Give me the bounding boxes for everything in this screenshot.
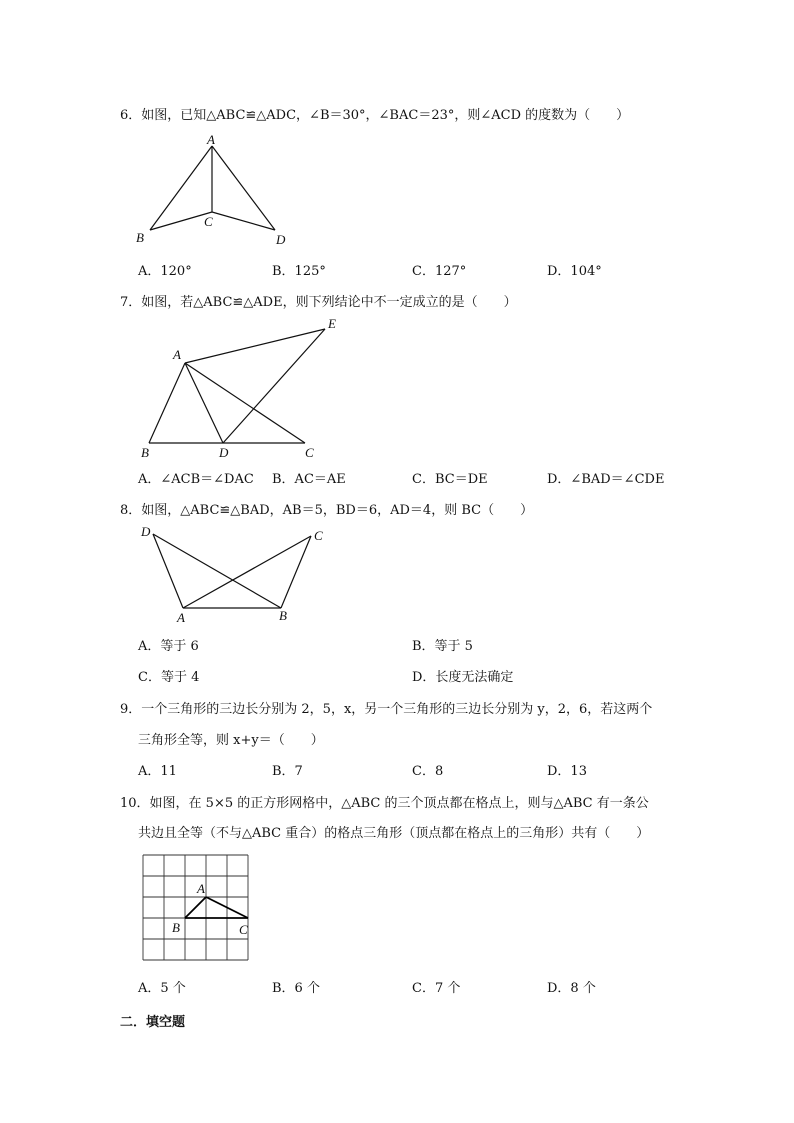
q8-option-c[interactable]: C．等于 4	[138, 670, 200, 685]
q6-segment-bc	[150, 212, 212, 230]
q10-grid-figure	[138, 850, 258, 966]
q8-segment-ac	[183, 536, 311, 608]
q7-option-a[interactable]: A．∠ACB＝∠DAC	[138, 472, 254, 487]
q6-segment-cd	[212, 212, 275, 230]
q8-label-c: C	[314, 528, 323, 543]
q8-segment-bc	[281, 536, 311, 608]
q10-option-b[interactable]: B．6 个	[272, 981, 320, 996]
q8-segment-bd	[153, 534, 281, 608]
q9-option-d[interactable]: D．13	[547, 764, 587, 779]
q8-text: 8．如图，△ABC≌△BAD，AB＝5，BD＝6，AD＝4，则 BC（ ）	[120, 503, 534, 518]
q10-option-d[interactable]: D．8 个	[547, 981, 596, 996]
q6-figure	[130, 132, 300, 250]
q7-label-a: A	[173, 347, 181, 362]
q7-label-e: E	[328, 316, 336, 331]
q10-label-b: B	[172, 920, 180, 935]
q6-text: 6．如图，已知△ABC≌△ADC，∠B＝30°，∠BAC＝23°，则∠ACD 的度数为（ ）	[120, 108, 630, 123]
q10-triangle-abc	[185, 897, 248, 918]
section-title-fill-in: 二．填空题	[120, 1015, 186, 1030]
q9-text-line2: 三角形全等，则 x+y＝（ ）	[138, 733, 324, 748]
q8-figure	[135, 522, 335, 626]
q6-label-a: A	[207, 132, 215, 147]
q10-option-c[interactable]: C．7 个	[412, 981, 461, 996]
q10-label-a: A	[197, 881, 205, 896]
q6-label-c: C	[204, 214, 213, 229]
q10-text-line2: 共边且全等（不与△ABC 重合）的格点三角形（顶点都在格点上的三角形）共有（ ）	[138, 826, 650, 841]
q7-segment-ae	[185, 329, 325, 363]
q7-text: 7．如图，若△ABC≌△ADE，则下列结论中不一定成立的是（ ）	[120, 295, 517, 310]
q8-segment-ad	[153, 534, 183, 608]
q7-label-d: D	[219, 445, 229, 460]
q6-label-d: D	[276, 232, 286, 247]
q8-option-a[interactable]: A．等于 6	[138, 639, 199, 654]
q10-label-c: C	[239, 922, 248, 937]
q7-figure	[135, 315, 350, 463]
q8-option-d[interactable]: D．长度无法确定	[412, 670, 514, 685]
q6-label-b: B	[136, 230, 144, 245]
q7-label-c: C	[305, 445, 314, 460]
q8-option-b[interactable]: B．等于 5	[412, 639, 473, 654]
q7-segment-ab	[149, 363, 185, 443]
q8-label-b: B	[279, 608, 287, 623]
q9-option-c[interactable]: C．8	[412, 764, 444, 779]
q6-option-d[interactable]: D．104°	[547, 264, 602, 279]
q7-option-c[interactable]: C．BC＝DE	[412, 472, 488, 487]
q6-segment-ad	[212, 146, 275, 230]
q8-label-a: A	[177, 610, 185, 625]
q7-option-b[interactable]: B．AC＝AE	[272, 472, 346, 487]
q10-option-a[interactable]: A．5 个	[138, 981, 186, 996]
q9-option-a[interactable]: A．11	[138, 764, 177, 779]
q7-segment-de	[223, 329, 325, 443]
q9-text-line1: 9．一个三角形的三边长分别为 2，5，x，另一个三角形的三边长分别为 y，2，6，若这两个	[120, 702, 653, 717]
q9-option-b[interactable]: B．7	[272, 764, 303, 779]
q7-option-d[interactable]: D．∠BAD＝∠CDE	[547, 472, 665, 487]
q6-segment-ab	[150, 146, 212, 230]
q10-text-line1: 10．如图，在 5×5 的正方形网格中，△ABC 的三个顶点都在格点上，则与△ABC 有一条公	[120, 796, 649, 811]
q7-segment-ac	[185, 363, 305, 443]
q6-option-a[interactable]: A．120°	[138, 264, 192, 279]
q8-label-d: D	[141, 524, 151, 539]
q7-label-b: B	[141, 445, 149, 460]
q6-option-c[interactable]: C．127°	[412, 264, 467, 279]
q6-option-b[interactable]: B．125°	[272, 264, 326, 279]
